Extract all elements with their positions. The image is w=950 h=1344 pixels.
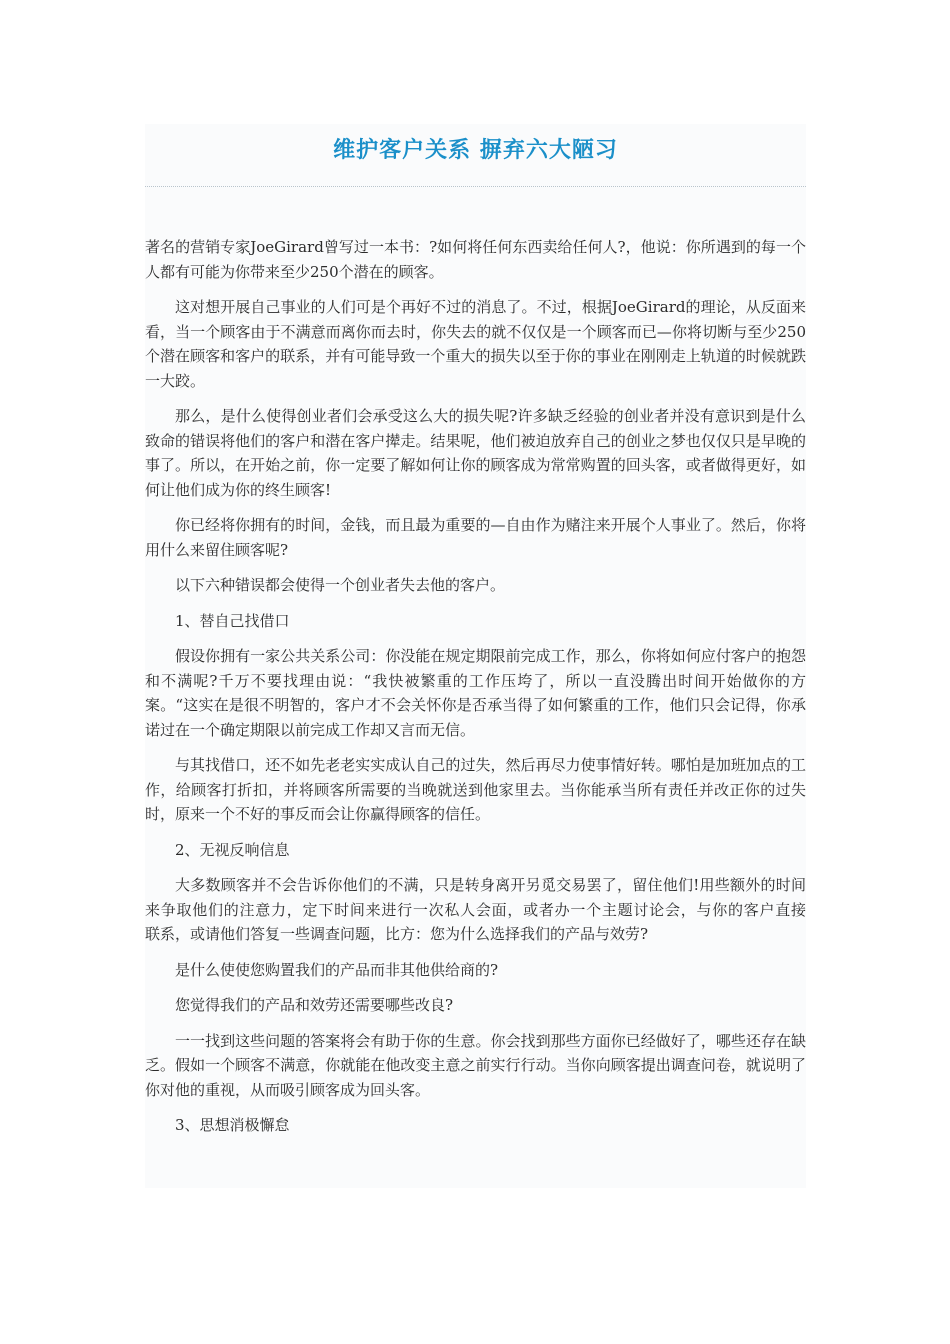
article-card — [145, 124, 826, 1188]
paragraph: 假设你拥有一家公共关系公司：你没能在规定期限前完成工作，那么，你将如何应付客户的抱怨和不满呢?千万不要找理由说：“我快被繁重的工作压垮了，所以一直没腾出时间开始做你的方案。“这实在是很不明智的，客户才不会关怀你是否承当得了如何繁重的工作，他们只会记得，你承诺过在一个确定期限以前完成工作却又言而无信。 — [145, 647, 806, 739]
section-heading: 2、无视反响信息 — [175, 840, 290, 859]
paragraph: 以下六种错误都会使得一个创业者失去他的客户。 — [175, 576, 506, 594]
paragraph: 与其找借口，还不如先老老实实成认自己的过失，然后再尽力使事情好转。哪怕是加班加点的工作，给顾客打折扣，并将顾客所需要的当晚就送到他家里去。当你能承当所有责任并改正你的过失时，原来一个不好的事反而会让你赢得顾客的信任。 — [145, 756, 806, 823]
section-heading: 3、思想消极懈怠 — [175, 1116, 290, 1134]
paragraph: 一一找到这些问题的答案将会有助于你的生意。你会找到那些方面你已经做好了，哪些还存在缺乏。假如一个顾客不满意，你就能在他改变主意之前实行行动。当你向顾客提出调查问卷，就说明了你对他的重视，从而吸引顾客成为回头客。 — [145, 1031, 806, 1099]
article-title: 维护客户关系 摒弃六大陋习 — [333, 138, 618, 163]
paragraph: 那么，是什么使得创业者们会承受这么大的损失呢?许多缺乏经验的创业者并没有意识到是什么致命的错误将他们的客户和潜在客户撵走。结果呢，他们被迫放弃自己的创业之梦也仅仅只是早晚的事了。所以，在开始之前，你一定要了解如何让你的顾客成为常常购置的回头客，或者做得更好，如何让他们成为你的终生顾客! — [145, 407, 806, 499]
title-divider — [145, 186, 806, 187]
paragraph: 著名的营销专家JoeGirard曾写过一本书：?如何将任何东西卖给任何人?，他说：你所遇到的每一个人都有可能为你带来至少250个潜在的顾客。 — [145, 238, 806, 281]
section-heading: 1、替自己找借口 — [175, 611, 290, 630]
paragraph: 大多数顾客并不会告诉你他们的不满，只是转身离开另觅交易罢了，留住他们!用些额外的时间来争取他们的注意力，定下时间来进行一次私人会面，或者办一个主题讨论会，与你的客户直接 联系，或请他们答复一些调查问题，比方：您为什么选择我们的产品与效劳? — [145, 876, 826, 943]
survey-question: 您觉得我们的产品和效劳还需要哪些改良? — [175, 996, 454, 1014]
survey-question: 是什么使使您购置我们的产品而非其他供给商的? — [175, 960, 499, 979]
paragraph: 这对想开展自己事业的人们可是个再好不过的消息了。不过，根据JoeGirard的理论，从反面来看，当一个顾客由于不满意而离你而去时，你失去的就不仅仅是一个顾客而已—你将切断与至少250个潜在顾客和客户的联系，并有可能导致一个重大的损失以至于你的事业在刚刚走上轨道的时候就跌一大跤。 — [145, 298, 806, 390]
paragraph: 你已经将你拥有的时间，金钱，而且最为重要的—自由作为赌注来开展个人事业了。然后，你将用什么来留住顾客呢? — [145, 516, 806, 559]
article-body — [145, 235, 826, 1149]
